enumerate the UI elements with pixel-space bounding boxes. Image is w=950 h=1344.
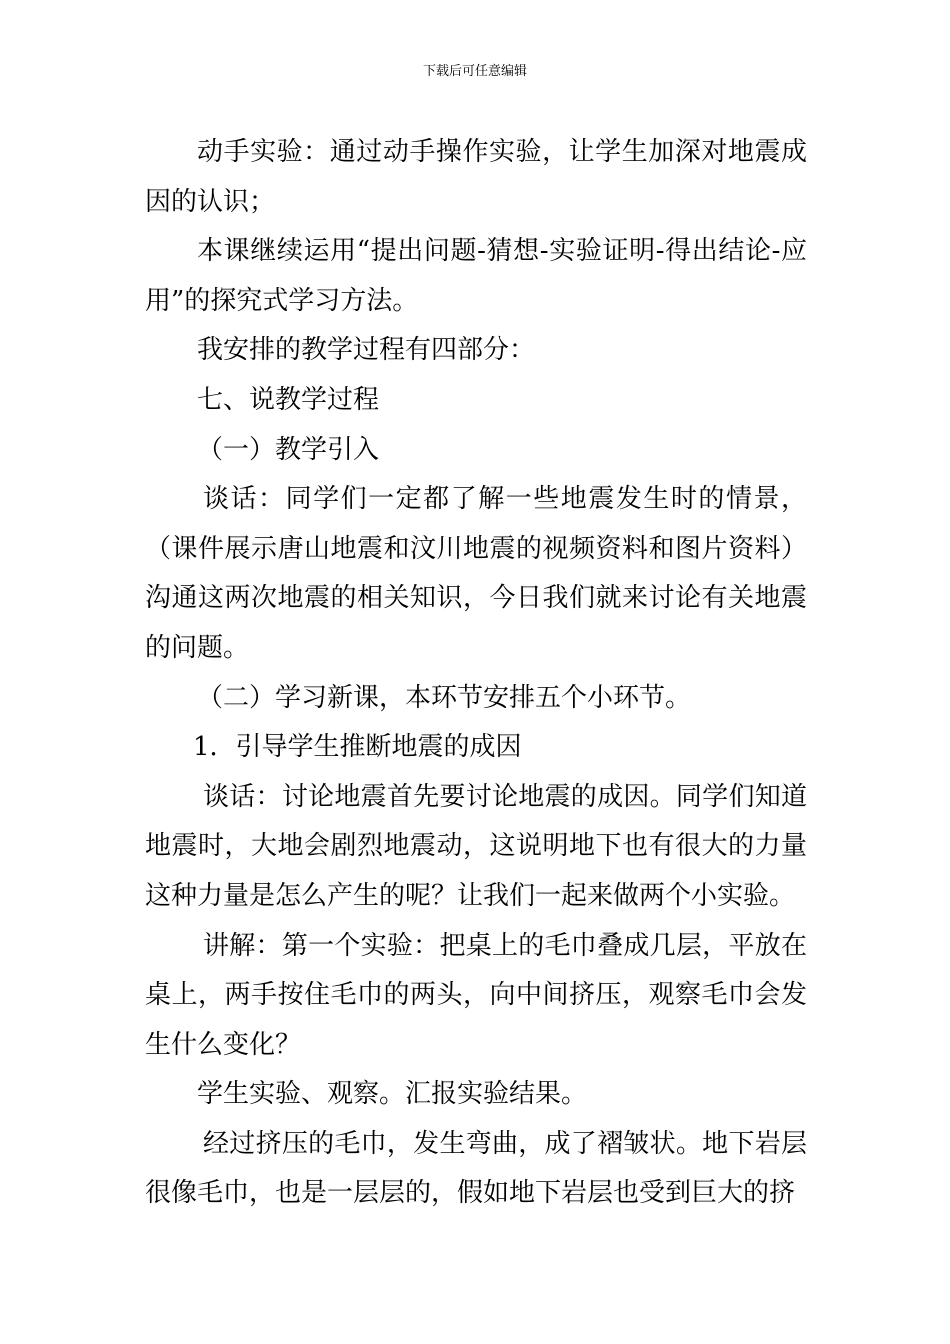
paragraph-causes-talk: 谈话：讨论地震首先要讨论地震的成因。同学们知道地震时，大地会剧烈地震动，这说明地下也有很大的力量这种力量是怎么产生的呢？让我们一起来做两个小实验。 <box>145 781 807 911</box>
subsection-heading-introduction: （一）教学引入 <box>197 434 380 465</box>
document-body <box>145 128 807 1219</box>
paragraph-hands-on-experiment: 动手实验：通过动手操作实验，让学生加深对地震成因的认识； <box>145 137 807 217</box>
paragraph-introduction-talk: 谈话：同学们一定都了解一些地震发生时的情景，（课件展示唐山地震和汶川地震的视频资料和图片资料）沟通这两次地震的相关知识，今日我们就来讨论有关地震的问题。 <box>145 484 807 663</box>
subsection-heading-new-lesson: （二）学习新课，本环节安排五个小环节。 <box>197 682 692 713</box>
paragraph-first-experiment: 讲解：第一个实验：把桌上的毛巾叠成几层，平放在桌上，两手按住毛巾的两头，向中间挤压，观察毛巾会发生什么变化？ <box>145 930 807 1060</box>
page-header: 下载后可任意编辑 <box>422 64 527 79</box>
list-item-earthquake-causes: 1．引导学生推断地震的成因 <box>193 732 522 763</box>
section-heading-teaching-process: 七、说教学过程 <box>197 384 380 415</box>
paragraph-towel-result: 经过挤压的毛巾，发生弯曲，成了褶皱状。地下岩层很像毛巾，也是一层层的，假如地下岩层也受到巨大的挤 <box>145 1128 807 1209</box>
paragraph-process-overview: 我安排的教学过程有四部分： <box>197 335 536 366</box>
paragraph-inquiry-method: 本课继续运用“提出问题-猜想-实验证明-得出结论-应用”的探究式学习方法。 <box>145 236 807 316</box>
paragraph-student-experiment: 学生实验、观察。汇报实验结果。 <box>197 1079 588 1110</box>
